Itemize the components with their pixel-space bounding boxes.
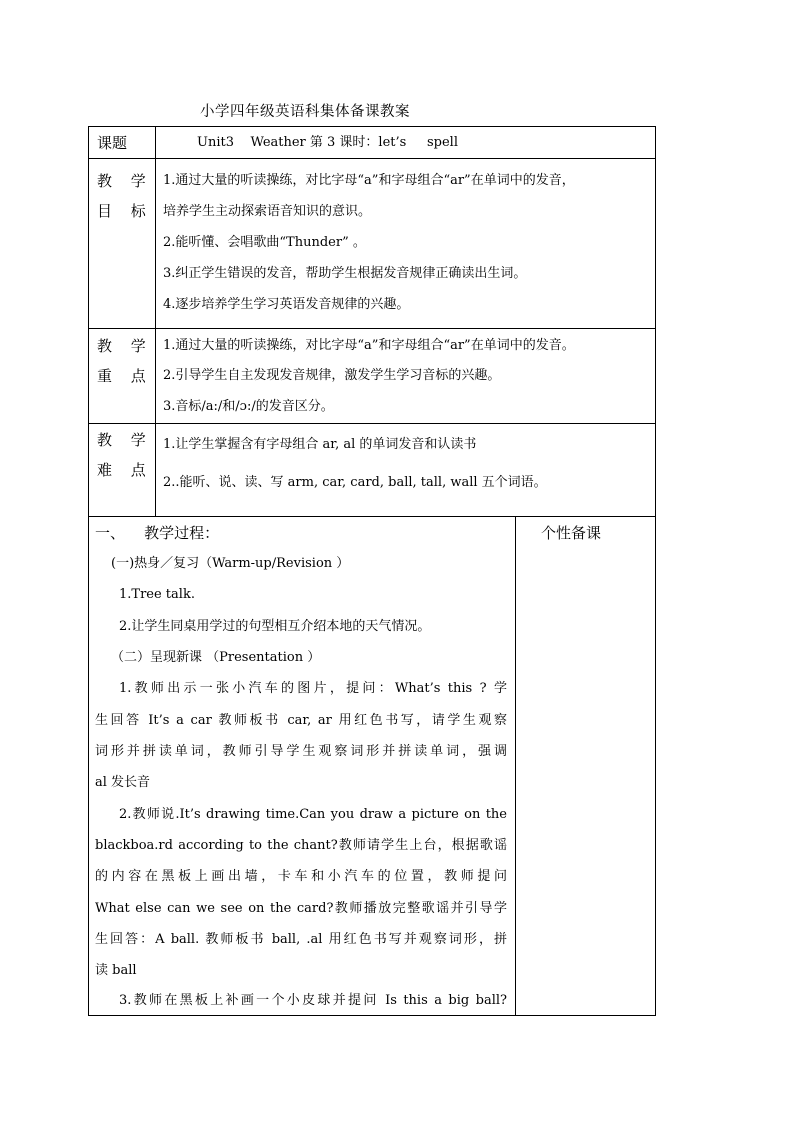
process-line: What else can we see on the card?教师播放完整歌谣并引导学 <box>95 901 507 916</box>
objectives-line: 2.能听懂、会唱歌曲“Thunder” 。 <box>163 235 366 250</box>
row-divider <box>89 158 655 159</box>
row-divider <box>89 423 655 424</box>
difficulties-label-1: 教 学 <box>97 431 146 449</box>
column-divider <box>155 127 156 517</box>
key-points-line: 3.音标/a:/和/ɔ:/的发音区分。 <box>163 399 334 414</box>
process-line: al 发长音 <box>95 775 151 790</box>
process-line: 2.教师说.It’s drawing time.Can you draw a picture on the <box>119 807 507 822</box>
objectives-line: 培养学生主动探索语音知识的意识。 <box>163 204 372 219</box>
objectives-line: 4.逐步培养学生学习英语发音规律的兴趣。 <box>163 297 410 312</box>
process-line: 1.Tree talk. <box>119 587 195 602</box>
page-title: 小学四年级英语科集体备课教案 <box>200 104 410 120</box>
process-line: 词形并拼读单词，教师引导学生观察词形并拼读单词，强调 <box>95 744 507 759</box>
process-line: 读 ball <box>95 963 137 978</box>
topic-value: Unit3 Weather 第 3 课时：let’s spell <box>197 135 458 150</box>
key-points-line: 1.通过大量的听读操练，对比字母“a”和字母组合“ar”在单词中的发音。 <box>163 338 575 353</box>
process-line: blackboa.rd according to the chant?教师请学生上台，根据歌谣 <box>95 838 507 853</box>
objectives-label-2: 目 标 <box>97 202 146 220</box>
objectives-label-1: 教 学 <box>97 172 146 190</box>
topic-label: 课题 <box>97 134 128 152</box>
process-line: 2.让学生同桌用学过的句型相互介绍本地的天气情况。 <box>119 619 431 634</box>
difficulties-label-2: 难 点 <box>97 461 146 479</box>
process-heading: 一、 教学过程： <box>95 524 220 542</box>
objectives-line: 1.通过大量的听读操练，对比字母“a”和字母组合“ar”在单词中的发音， <box>163 173 575 188</box>
key-points-label-1: 教 学 <box>97 337 146 355</box>
process-line: （二）呈现新课 （Presentation ） <box>111 650 321 665</box>
process-line: (一)热身／复习（Warm-up/Revision ） <box>111 556 350 571</box>
row-divider <box>89 328 655 329</box>
objectives-line: 3.纠正学生错误的发音，帮助学生根据发音规律正确读出生词。 <box>163 266 527 281</box>
process-line: 生回答：A ball. 教师板书 ball, .al 用红色书写并观察词形，拼 <box>95 932 507 947</box>
process-line: 的内容在黑板上画出墙，卡车和小汽车的位置，教师提问 <box>95 869 507 884</box>
column-divider <box>515 517 516 1015</box>
process-line: 生回答 It’s a car 教师板书 car, ar 用红色书写，请学生观察 <box>95 713 507 728</box>
personal-notes-heading: 个性备课 <box>541 524 602 542</box>
key-points-line: 2.引导学生自主发现发音规律，激发学生学习音标的兴趣。 <box>163 368 501 383</box>
difficulties-line: 2..能听、说、读、写 arm, car, card, ball, tall, wall 五个词语。 <box>163 475 547 490</box>
process-line: 3.教师在黑板上补画一个小皮球并提问 Is this a big ball? <box>119 993 507 1008</box>
process-line: 1.教师出示一张小汽车的图片，提问：What’s this ? 学 <box>119 681 507 696</box>
difficulties-line: 1.让学生掌握含有字母组合 ar, al 的单词发音和认读书 <box>163 437 477 452</box>
lesson-plan-table <box>88 126 656 1016</box>
row-divider <box>89 516 655 517</box>
key-points-label-2: 重 点 <box>97 367 146 385</box>
